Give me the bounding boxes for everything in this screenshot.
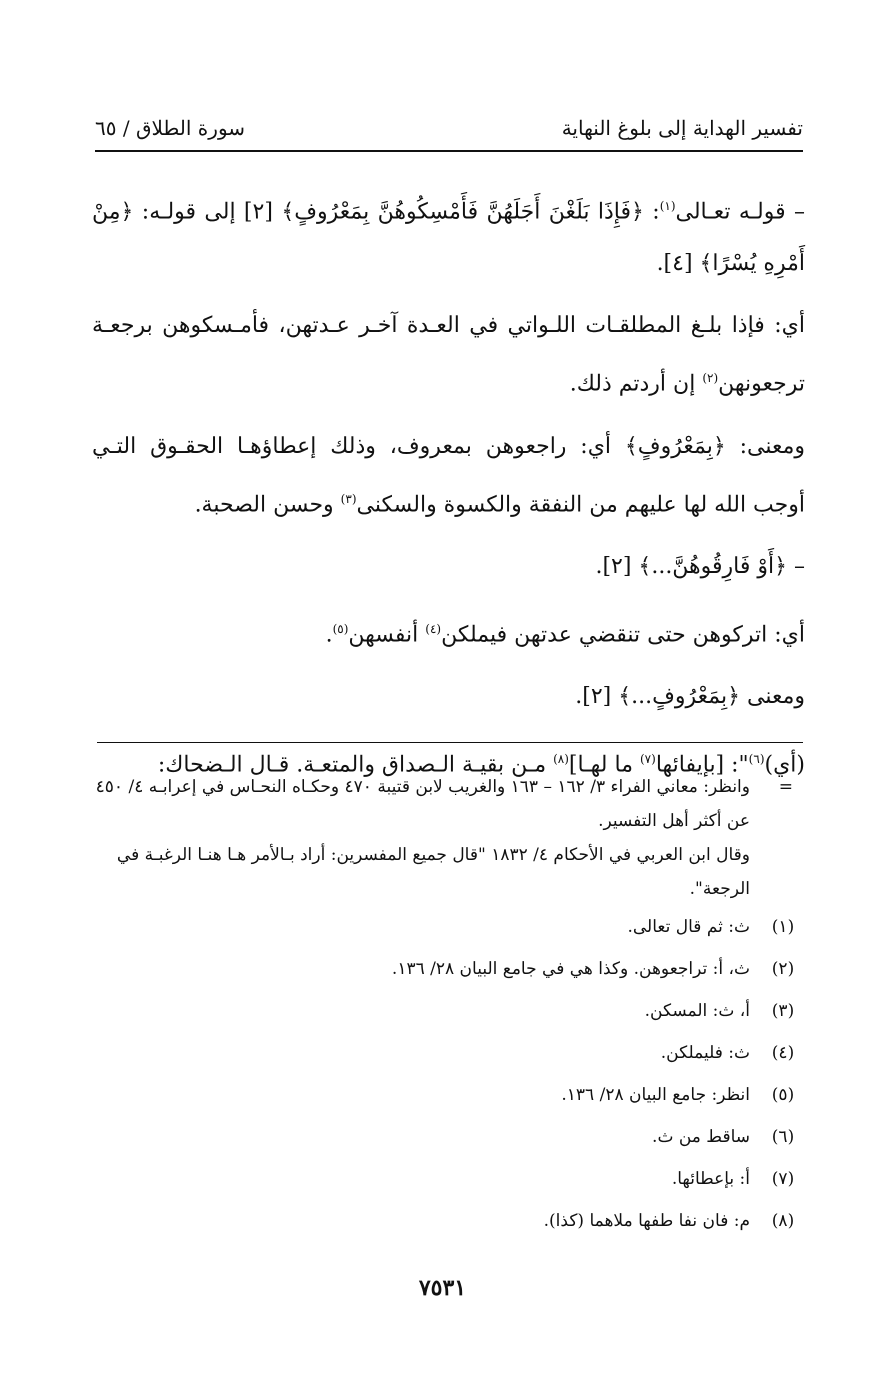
footnote-continuation [92,770,805,906]
footnote-text: ث: فليملكن. [660,1043,750,1063]
footnote-item [92,1162,805,1196]
footnote-item [92,994,805,1028]
footnote-ref: (٥) [332,621,349,636]
footnote-number: (٥) [771,1085,795,1105]
text-span: مـن بقيـة الـصداق والمتعـة. قـال الـضحاك: [157,752,554,778]
footnote-ref: (٨) [553,752,569,767]
page-number: ٧٥٣١ [418,1275,467,1301]
footnote-number: (٧) [771,1169,795,1189]
footnote-item [92,1204,805,1238]
continuation-text-1: وانظر: معاني الفراء ٣/ ١٦٢ – ١٦٣ والغريب لابن قتيبة ٤٧٠ وحكـاه النحـاس في إعرابـه ٤/ ٤٥٠ عن أكثر أهل التفسير. [95,777,750,831]
footnote-separator [97,742,803,743]
footnote-item [92,1078,805,1112]
footnotes [92,770,805,1246]
footnote-ref: (٧) [639,752,656,767]
footnote-ref: (٤) [425,621,442,636]
text-span: : ﴿فَإِذَا بَلَغْنَ أَجَلَهُنَّ فَأَمْسِكُوهُنَّ بِمَعْرُوفٍ﴾ [٢] إلى قولـه: ﴿مِنْ أَمْرِهِ يُسْرًا﴾ [٤]. [92,199,805,277]
footnote-number: (٨) [771,1211,795,1231]
footnote-ref: (٢) [702,371,719,386]
book-title: تفسير الهداية إلى بلوغ النهاية [561,116,803,140]
text-span: أنفسهن [348,622,426,648]
footnote-item [92,1120,805,1154]
paragraph-1 [92,180,805,290]
text-span: أي: اتركوهن حتى تنقضي عدتهن فيملكن [441,622,805,648]
footnote-ref: (٦) [748,752,765,767]
footnote-ref: (١) [659,199,676,213]
footnote-number: (٣) [771,1001,795,1021]
text-span: . [325,622,333,648]
running-header [95,112,803,152]
text-span: – قولـه تعـالى [675,199,806,225]
footnote-text: أ: بإعطائها. [671,1169,750,1189]
paragraph-4: – ﴿أَوْ فَارِقُوهُنَّ...﴾ [٢]. [595,553,805,579]
text-span: ": [بإيفائها [655,752,749,778]
paragraph-3 [92,421,805,531]
footnote-text: م: فان نفا طفها ملاهما (كذا). [543,1211,750,1231]
paragraph-2 [92,300,805,410]
footnote-item [92,910,805,944]
footnote-text: انظر: جامع البيان ٢٨/ ١٣٦. [561,1085,750,1105]
main-text [92,180,805,802]
footnote-ref: (٣) [340,491,357,506]
text-span: ما لهـا] [568,752,640,778]
footnote-number: (٤) [771,1043,795,1063]
text-span: أي: فإذا بلـغ المطلقـات اللـواتي في العـدة آخـر عـدتهن، فأمـسكوهن برجعـة ترجعونهن [92,313,805,397]
footnote-number: (٢) [771,959,795,979]
footnote-number: (٦) [771,1127,795,1147]
footnote-text: ساقط من ث. [652,1127,750,1147]
footnote-text: أ، ث: المسكن. [644,1001,750,1021]
footnote-number: (١) [771,917,795,937]
footnote-text: ث: ثم قال تعالى. [627,917,750,937]
paragraph-5 [92,603,805,661]
surah-page-label: سورة الطلاق / ٦٥ [95,116,246,140]
continuation-marker: = [778,777,793,797]
text-span: ومعنى: ﴿بِمَعْرُوفٍ﴾ أي: راجعوهن بمعروف، وذلك إعطاؤهـا الحقـوق التـي أوجب الله لها عليهم من النفقة والكسوة والسكنى [92,433,805,517]
paragraph-6: ومعنى ﴿بِمَعْرُوفٍ...﴾ [٢]. [575,684,805,710]
footnote-item [92,1036,805,1070]
footnote-text: ث، أ: تراجعوهن. وكذا هي في جامع البيان ٢٨/ ١٣٦. [391,959,750,979]
text-span: إن أردتم ذلك. [569,371,703,397]
continuation-text-2: وقال ابن العربي في الأحكام ٤/ ١٨٣٢ "قال جميع المفسرين: أراد بـالأمر هـا هنـا الرغبـة في الرجعة". [116,845,750,899]
text-span: وحسن الصحبة. [194,491,341,517]
footnote-item [92,952,805,986]
text-span: (أي) [764,752,805,778]
